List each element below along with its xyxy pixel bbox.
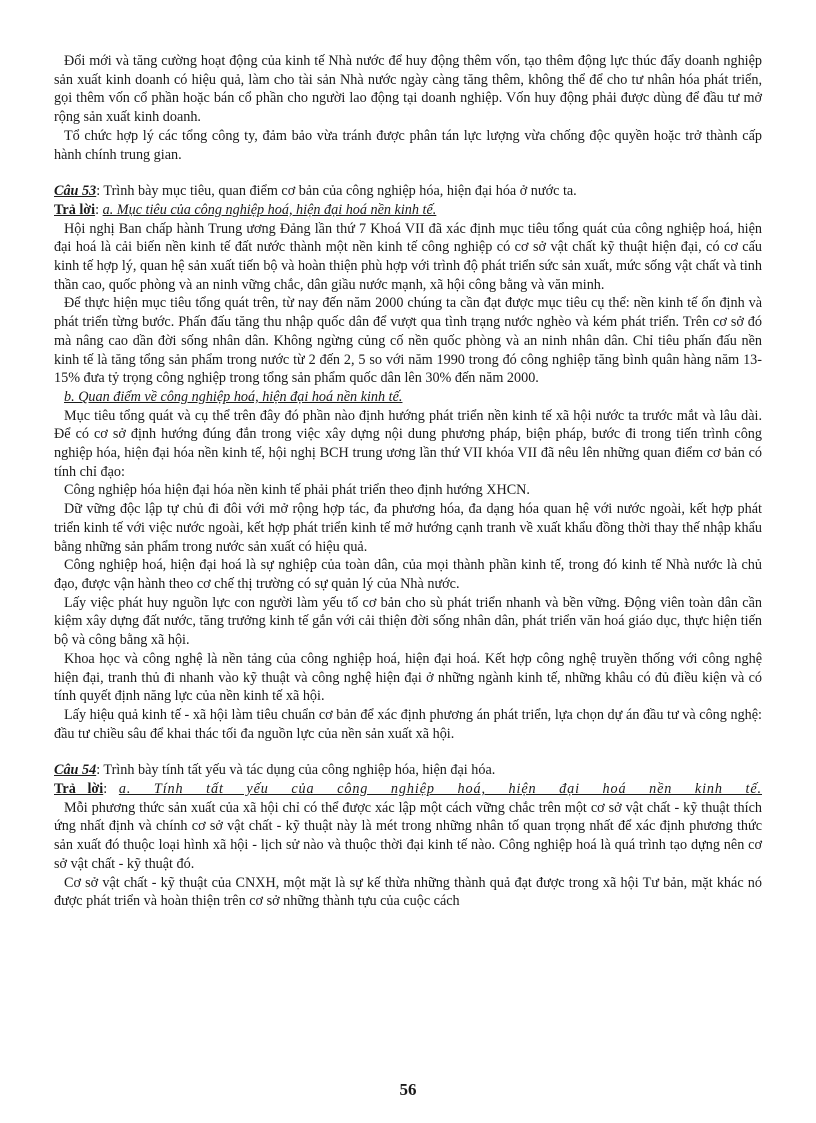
answer-54-subheading-a: a. Tính tất yếu của công nghiệp hoá, hiện đại hoá nền kinh tế. [118, 781, 762, 798]
q53-b-paragraph-1: Mục tiêu tổng quát và cụ thể trên đây đó phần nào định hướng phát triển nền kinh tế xã hội nước ta trước mắt và lâu dài. Để có cơ sở định hướng đúng đắn trong việc xây dựng nội dung phương pháp, biện pháp, bước đi trong tiến trình công nghiệp hóa, hiện đại hóa nền kinh tế, hội nghị BCH trung ương lần thứ VII khóa VII đã nêu lên những quan điểm cơ bản có tính chỉ đạo: [54, 407, 762, 480]
answer-54-heading [54, 780, 762, 799]
answer-54-separator: : [103, 781, 119, 798]
q54-paragraph-2: Cơ sở vật chất - kỹ thuật của CNXH, một mặt là sự kế thừa những thành quả đạt được trong xã hội Tư bản, mặt khác nó được phát triển và hoàn thiện trên cơ sở những thành tựu của cuộc cách [54, 874, 762, 910]
q53-b-paragraph-6: Khoa học và công nghệ là nền tảng của công nghiệp hoá, hiện đại hoá. Kết hợp công nghệ truyền thống với công nghệ hiện đại, tranh thủ đi nhanh vào kỹ thuật và công nghệ hiện đại ở những ngành kinh tế, những khâu có đủ điều kiện và có tính quyết định năng lực của nền kinh tế xã hội. [54, 650, 762, 705]
section-gap [54, 743, 762, 761]
q53-b-paragraph-3: Dữ vững độc lập tự chủ đi đôi với mở rộng hợp tác, đa phương hóa, đa dạng hóa quan hệ với nước ngoài, kết hợp phát triển kinh tế với việc nước ngoài, kết hợp phát triển kinh tế mở hướng cạnh tranh về xuất khẩu đồng thời thay thế nhập khẩu bằng những sản phẩm trong nước sản xuất có hiệu quả. [54, 501, 762, 555]
answer-53-heading [54, 201, 762, 220]
document-page [54, 52, 762, 911]
q54-paragraph-1: Mỗi phương thức sản xuất của xã hội chỉ có thể được xác lập một cách vững chắc trên một cơ sở vật chất - kỹ thuật thích ứng nhất định và chính cơ sở vật chất - kỹ thuật này là mét trong những nhân tố quan trọng nhất để xác định phương thức sản xuất đó thuộc loại hình xã hội - lịch sử nào và thuộc thời đại kinh tế nào. Công nghiệp hoá là quá trình tạo dựng nên cơ sở vật chất - kỹ thuật đó. [54, 799, 762, 872]
answer-53-subheading-a: a. Mục tiêu của công nghiệp hoá, hiện đại hoá nền kinh tế. [102, 201, 437, 218]
answer-53-separator: : [95, 201, 103, 218]
question-53-text: : Trình bày mục tiêu, quan điểm cơ bản của công nghiệp hóa, hiện đại hóa ở nước ta. [96, 183, 577, 200]
q53-subheading-b: b. Quan điểm về công nghiệp hoá, hiện đại hoá nền kinh tế. [64, 388, 403, 405]
intro-paragraph-1: Đổi mới và tăng cường hoạt động của kinh tế Nhà nước để huy động thêm vốn, tạo thêm động lực thúc đẩy doanh nghiệp sản xuất kinh doanh có hiệu quả, làm cho tài sản Nhà nước ngày càng tăng thêm, không thể để cho tư nhân hóa phát triển, gọi thêm vốn cổ phần hoặc bán cổ phần cho người lao động tại doanh nghiệp. Vốn huy động phải được dùng để đầu tư mở rộng sản xuất kinh doanh. [54, 53, 762, 126]
page-number: 56 [399, 1080, 417, 1099]
answer-54-label: Trả lời [54, 781, 104, 798]
question-54 [54, 761, 762, 780]
q53-a-paragraph-1: Hội nghị Ban chấp hành Trung ương Đảng lần thứ 7 Khoá VII đã xác định mục tiêu tổng quát của công nghiệp hoá, hiện đại hoá là cải biến nền kinh tế đất nước thành một nền kinh tế công nghiệp có cơ sở vật chất kỹ thuật hiện đại, có cơ cấu kinh tế hợp lý, quan hệ sản xuất tiến bộ và hoàn thiện phù hợp với trình độ phát triển sức sản xuất, mức sống vật chất và tinh thần cao, quốc phòng và an ninh vững chắc, dân giầu nước mạnh, xã hội công bằng và văn minh. [54, 220, 762, 293]
q53-b-paragraph-2: Công nghiệp hóa hiện đại hóa nền kinh tế phải phát triển theo định hướng XHCN. [64, 482, 530, 499]
section-gap [54, 164, 762, 182]
question-54-text: : Trình bày tính tất yếu và tác dụng của công nghiệp hóa, hiện đại hóa. [96, 762, 496, 779]
answer-53-label: Trả lời [54, 201, 96, 218]
question-54-label: Câu 54 [54, 762, 97, 779]
q53-b-paragraph-7: Lấy hiệu quả kinh tế - xã hội làm tiêu chuẩn cơ bản để xác định phương án phát triển, lựa chọn dự án đầu tư và công nghệ: đầu tư chiều sâu để khai thác tối đa nguồn lực của nền sản xuất xã hội. [54, 706, 762, 742]
question-53-label: Câu 53 [54, 183, 97, 200]
question-53 [54, 182, 762, 201]
intro-paragraph-2: Tổ chức hợp lý các tổng công ty, đảm bảo vừa tránh được phân tán lực lượng vừa chống độc quyền hoặc trở thành cấp hành chính trung gian. [54, 127, 762, 163]
q53-b-paragraph-4: Công nghiệp hoá, hiện đại hoá là sự nghiệp của toàn dân, của mọi thành phần kinh tế, trong đó kinh tế Nhà nước là chủ đạo, được vận hành theo cơ chế thị trường có sự quản lý của Nhà nước. [54, 557, 762, 592]
q53-b-paragraph-5: Lấy việc phát huy nguồn lực con người làm yếu tố cơ bản cho sù phát triển nhanh và bền vững. Động viên toàn dân cần kiệm xây dựng đất nước, tăng trưởng kinh tế gắn với cải thiện đời sống nhân dân, phát triển văn hoá giáo dục, thực hiện tiến bộ và công bằng xã hội. [54, 594, 762, 649]
q53-a-paragraph-2: Để thực hiện mục tiêu tổng quát trên, từ nay đến năm 2000 chúng ta cần đạt được mục tiêu cụ thể: nền kinh tế ổn định và phát triển từng bước. Phấn đấu tăng thu nhập quốc dân để vượt qua tình trạng nước nghèo và kém phát triển. Trên cơ sở đó mà nâng cao dần đời sống nhân dân. Không ngừng củng cố nền quốc phòng và an ninh nhân dân. Chỉ tiêu phấn đấu nền kinh tế là tăng tổng sản phẩm trong nước từ 2 đến 2, 5 so với năm 1990 trong đó công nghiệp tăng bình quân hàng năm 13-15% đưa tỷ trọng công nghiệp trong tổng sản phẩm quốc dân lên 30% đến năm 2000. [54, 295, 762, 387]
